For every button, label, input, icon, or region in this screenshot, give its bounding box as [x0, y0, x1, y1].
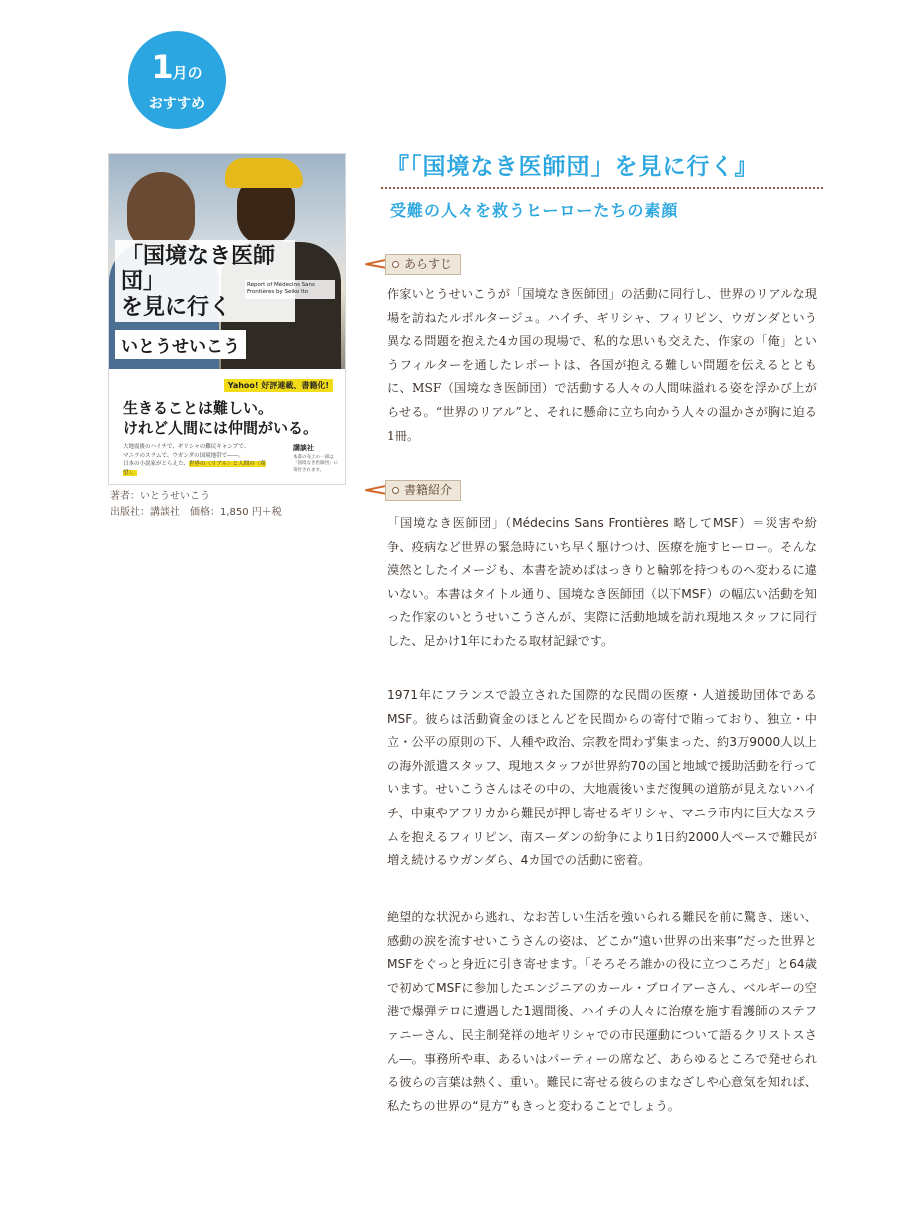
book-meta — [110, 489, 282, 521]
month-badge — [128, 31, 226, 129]
book-cover — [109, 154, 345, 484]
cover-publisher-note: 本書の売上の一部は「国境なき医師団」に寄付されます。 — [293, 455, 338, 473]
cover-blurb-highlight: 世界の〈リアル〉と人間の〈希望〉。 — [123, 461, 266, 476]
tag-string-icon — [365, 258, 387, 270]
cover-lower-panel — [109, 369, 345, 484]
cover-catchphrase-line1: 生きることは難しい。 — [123, 399, 274, 417]
badge-month-unit: 月の — [172, 64, 203, 82]
review-paragraph-3: 絶望的な状況から逃れ、なお苦しい生活を強いられる難民を前に驚き、迷い、感動の涙を流すせいこうさんの姿は、どこか“遠い世界の出来事”だった世界とMSFをぐっと身近に引き寄せます。「そろそろ誰かの役に立つころだ」と64歳で初めてMSFに参加したエンジニアのカール・ブロイアーさん、ベルギーの空港で爆弾テロに遭遇した1週間後、ハイチの人々に治療を施す看護師のステファニーさん、民主制発祥の地ギリシャでの市民運動について語るクリストスさん―。事務所や車、あるいはパーティーの席など、あらゆるところで発せられる彼らの言葉は熱く、重い。難民に寄せる彼らのまなざしや心意気を知れば、私たちの世界の“見方”もきっと変わることでしょう。 — [387, 910, 817, 1113]
synopsis-label-text: あらすじ — [385, 254, 461, 275]
cover-catchphrase-line2: けれど人間には仲間がいる。 — [123, 419, 319, 437]
cover-blurb-line3-text: 日本の小説家がとらえた、 — [123, 461, 190, 468]
book-title-heading: 『「国境なき医師団」を見に行く』 — [386, 154, 759, 180]
cover-author: いとうせいこう — [115, 330, 246, 359]
review-paragraph-1: 「国境なき医師団」（Médecins Sans Frontières 略してMSF）＝災害や紛争、疫病など世界の緊急時にいち早く駆けつけ、医療を施すヒーロー。そんな漠然としたイメージも、本書を読めばはっきりと輪郭を持つものへ変わるに違いない。本書はタイトル通り、国境なき医師団（以下MSF）の幅広い活動を知った作家のいとうせいこうさんが、実際に活動地域を訪れ現地スタッフに同行した、足かけ1年にわたる取材記録です。 — [387, 516, 817, 648]
cover-banner: Yahoo! 好評連載、書籍化! — [224, 379, 333, 392]
book-subtitle-heading: 受難の人々を救うヒーローたちの素顔 — [390, 201, 679, 220]
cover-publisher: 講談社 — [293, 444, 314, 452]
review-label-text: 書籍紹介 — [385, 480, 461, 501]
synopsis-text: 作家いとうせいこうが「国境なき医師団」の活動に同行し、世界のリアルな現場を訪ねたルポルタージュ。ハイチ、ギリシャ、フィリピン、ウガンダという異なる問題を抱えた4カ国の現場で、私的な思いも交えた、作家の「俺」というフィルターを通したレポートは、各国が抱える難しい問題を伝えるとともに、MSF（国境なき医師団）で活動する人々の人間味溢れる姿を浮かび上がらせる。“世界のリアル”と、それに懸命に立ち向かう人々の温かさが胸に迫る1冊。 — [387, 287, 817, 443]
book-author-line: 著者：いとうせいこう — [110, 491, 210, 502]
badge-label: おすすめ — [148, 96, 206, 112]
cover-blurb-line1: 大地震後のハイチで、ギリシャの難民キャンプで、 — [123, 444, 250, 450]
cover-blurb-line3 — [123, 460, 273, 477]
tag-string-icon — [365, 484, 387, 496]
cover-english-subtitle: Report of Médecins Sans Frontières by Seiko Ito — [245, 280, 335, 299]
cover-photo-hat — [225, 158, 303, 188]
cover-photo — [109, 154, 345, 369]
dotted-divider — [381, 187, 823, 189]
review-label — [365, 480, 461, 500]
cover-photo-face-left — [127, 172, 195, 250]
badge-month — [128, 48, 226, 86]
book-publisher-line: 出版社：講談社 価格：1,850 円＋税 — [110, 507, 282, 518]
review-paragraph-2: 1971年にフランスで設立された国際的な民間の医療・人道援助団体であるMSF。彼らは活動資金のほとんどを民間からの寄付で賄っており、独立・中立・公平の原則の下、人種や政治、宗教を問わず集まった、約3万9000人以上の海外派遣スタッフ、現地スタッフが世界約70の国と地域で援助活動を行っています。せいこうさんはその中の、大地震後いまだ復興の道筋が見えないハイチ、中東やアフリカから難民が押し寄せるギリシャ、マニラ市内に巨大なスラムを抱えるフィリピン、南スーダンの紛争により1日約2000人ペースで難民が増え続けるウガンダら、4カ国での活動に密着。 — [387, 688, 817, 868]
cover-title-line2: を見に行く — [121, 294, 232, 320]
cover-blurb — [123, 443, 273, 477]
badge-month-number: 1 — [151, 48, 173, 86]
synopsis-label — [365, 254, 461, 274]
cover-blurb-line2: マニラのスラムで、ウガンダの国境地帯で――。 — [123, 452, 244, 459]
cover-title-line1: 「国境なき医師団」 — [121, 244, 276, 295]
